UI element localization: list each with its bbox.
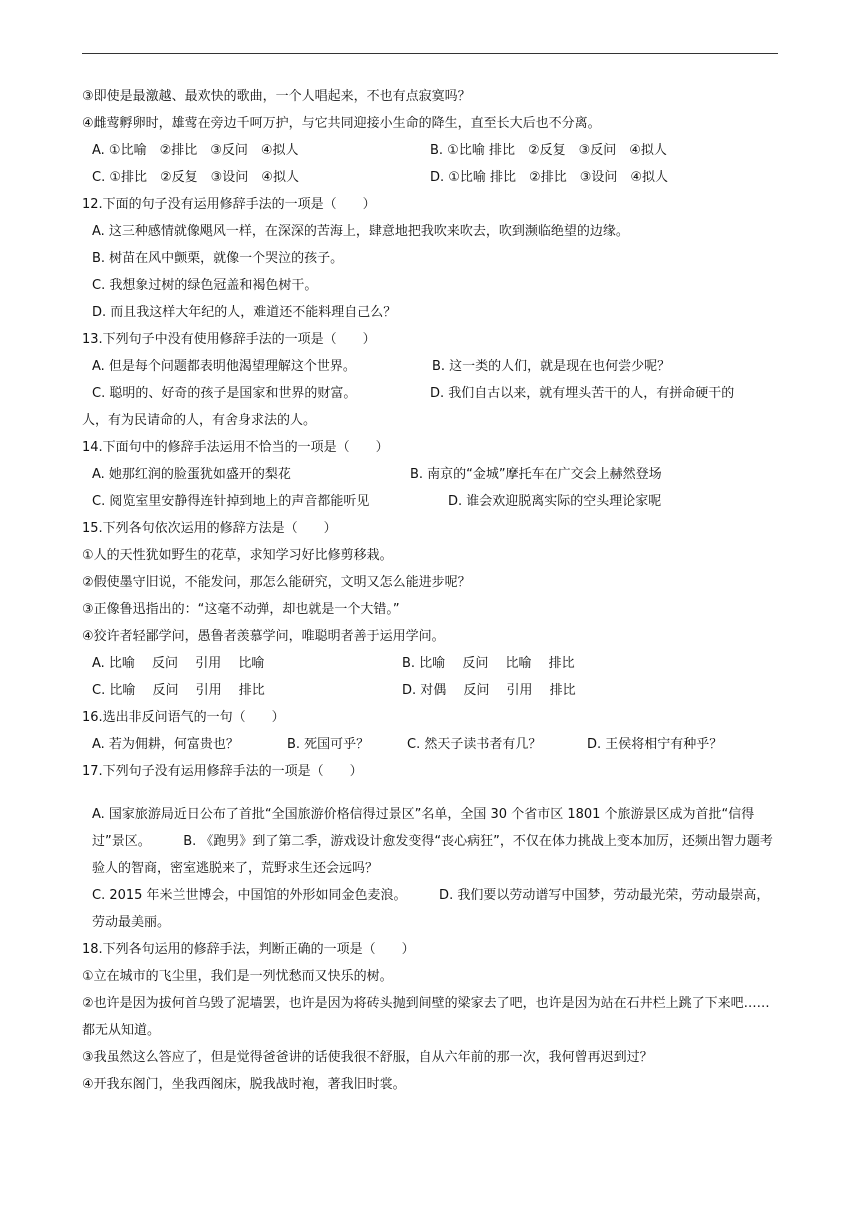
q15-option-b[interactable]: B. 比喻 反问 比喻 排比 <box>402 656 575 671</box>
q14-option-d[interactable]: D. 谁会欢迎脱离实际的空头理论家呢 <box>448 494 662 509</box>
q12-option-d[interactable]: D. 而且我这样大年纪的人，难道还不能料理自己么？ <box>92 305 397 320</box>
header-rule <box>82 53 778 54</box>
q14-options-row-1 <box>82 461 782 488</box>
q11-option-d[interactable]: D. ①比喻 排比 ②排比 ③设问 ④拟人 <box>430 170 669 185</box>
q17-stem: 17.下列句子没有运用修辞手法的一项是（ ） <box>82 764 363 779</box>
q15-options-row-2 <box>82 677 782 704</box>
q16-option-d[interactable]: D. 王侯将相宁有种乎？ <box>587 737 723 752</box>
q18-item-2: ②也许是因为拔何首乌毁了泥墙罢，也许是因为将砖头抛到间壁的梁家去了吧，也许是因为站在石井栏上跳了下来吧……都无从知道。 <box>82 996 770 1038</box>
q12-stem: 12.下面的句子没有运用修辞手法的一项是（ ） <box>82 197 376 212</box>
q13-stem: 13.下列句子中没有使用修辞手法的一项是（ ） <box>82 332 376 347</box>
q15-option-c[interactable]: C. 比喻 反问 引用 排比 <box>92 683 265 698</box>
q15-option-a[interactable]: A. 比喻 反问 引用 比喻 <box>92 656 265 671</box>
q16-options-row <box>82 731 782 758</box>
q18-item-3: ③我虽然这么答应了，但是觉得爸爸讲的话使我很不舒服，自从六年前的那一次，我何曾再迟到过？ <box>82 1050 653 1065</box>
q13-option-b[interactable]: B. 这一类的人们，就是现在也何尝少呢？ <box>432 359 671 374</box>
q17-options-cd[interactable]: C. 2015 年米兰世博会，中国馆的外形如同金色麦浪。 D. 我们要以劳动谱写中国梦，劳动最光荣，劳动最崇高，劳动最美丽。 <box>92 888 770 930</box>
q11-options-row-1 <box>82 137 782 164</box>
q12-option-a[interactable]: A. 这三种感情就像飓风一样，在深深的苦海上，肆意地把我吹来吹去，吹到濒临绝望的边缘。 <box>92 224 629 239</box>
q16-stem: 16.选出非反问语气的一句（ ） <box>82 710 285 725</box>
q14-options-row-2 <box>82 488 782 515</box>
q13-option-d[interactable]: D. 我们自古以来，就有埋头苦干的人，有拼命硬干的 <box>430 386 735 401</box>
q18-stem: 18.下列各句运用的修辞手法，判断正确的一项是（ ） <box>82 942 415 957</box>
q11-option-b[interactable]: B. ①比喻 排比 ②反复 ③反问 ④拟人 <box>430 143 667 158</box>
q17-options-ab[interactable]: A. 国家旅游局近日公布了首批“全国旅游价格信得过景区”名单，全国 30 个省市区 1801 个旅游景区成为首批“信得过”景区。 B. 《跑男》到了第二季，游戏设计愈发变得“丧心病狂”，不仅在体力挑战上变本加厉，还频出智力题考验人的智商，密室逃脱来了，荒野求生还会远吗？ <box>92 807 773 876</box>
q13-options-row-2 <box>82 380 782 407</box>
question-content <box>82 83 782 1098</box>
q16-option-c[interactable]: C. 然天子读书者有几？ <box>407 737 542 752</box>
q15-item-2: ②假使墨守旧说，不能发问，那怎么能研究，文明又怎么能进步呢？ <box>82 575 471 590</box>
q12-option-c[interactable]: C. 我想象过树的绿色冠盖和褐色树干。 <box>92 278 318 293</box>
q14-option-b[interactable]: B. 南京的“金城”摩托车在广交会上赫然登场 <box>410 467 662 482</box>
q11-option-a[interactable]: A. ①比喻 ②排比 ③反问 ④拟人 <box>92 143 299 158</box>
q14-option-a[interactable]: A. 她那红润的脸蛋犹如盛开的梨花 <box>92 467 291 482</box>
q13-option-a[interactable]: A. 但是每个问题都表明他渴望理解这个世界。 <box>92 359 356 374</box>
q11-item-3: ③即使是最激越、最欢快的歌曲，一个人唱起来，不也有点寂寞吗？ <box>82 89 471 104</box>
q11-options-row-2 <box>82 164 782 191</box>
q13-options-row-1 <box>82 353 782 380</box>
q15-item-3: ③正像鲁迅指出的：“这毫不动弹，却也就是一个大错。” <box>82 602 400 617</box>
q12-option-b[interactable]: B. 树苗在风中颤栗，就像一个哭泣的孩子。 <box>92 251 344 266</box>
q14-option-c[interactable]: C. 阅览室里安静得连针掉到地上的声音都能听见 <box>92 494 370 509</box>
q15-item-4: ④狡许者轻鄙学问，愚鲁者羡慕学问，唯聪明者善于运用学问。 <box>82 629 445 644</box>
q14-stem: 14.下面句中的修辞手法运用不恰当的一项是（ ） <box>82 440 389 455</box>
q15-stem: 15.下列各句依次运用的修辞方法是（ ） <box>82 521 337 536</box>
q15-option-d[interactable]: D. 对偶 反问 引用 排比 <box>402 683 576 698</box>
q11-option-c[interactable]: C. ①排比 ②反复 ③设问 ④拟人 <box>92 170 299 185</box>
q13-option-c[interactable]: C. 聪明的、好奇的孩子是国家和世界的财富。 <box>92 386 357 401</box>
q13-option-d-continued: 人，有为民请命的人，有舍身求法的人。 <box>82 413 317 428</box>
q15-options-row-1 <box>82 650 782 677</box>
q16-option-a[interactable]: A. 若为佣耕，何富贵也？ <box>92 737 239 752</box>
q18-item-1: ①立在城市的飞尘里，我们是一列忧愁而又快乐的树。 <box>82 969 393 984</box>
q11-item-4: ④雌莺孵卵时，雄莺在旁边千呵万护，与它共同迎接小生命的降生，直至长大后也不分离。 <box>82 116 601 131</box>
q18-item-4: ④开我东阁门，坐我西阁床，脱我战时袍，著我旧时裳。 <box>82 1077 406 1092</box>
q15-item-1: ①人的天性犹如野生的花草，求知学习好比修剪移栽。 <box>82 548 393 563</box>
q16-option-b[interactable]: B. 死国可乎？ <box>287 737 370 752</box>
